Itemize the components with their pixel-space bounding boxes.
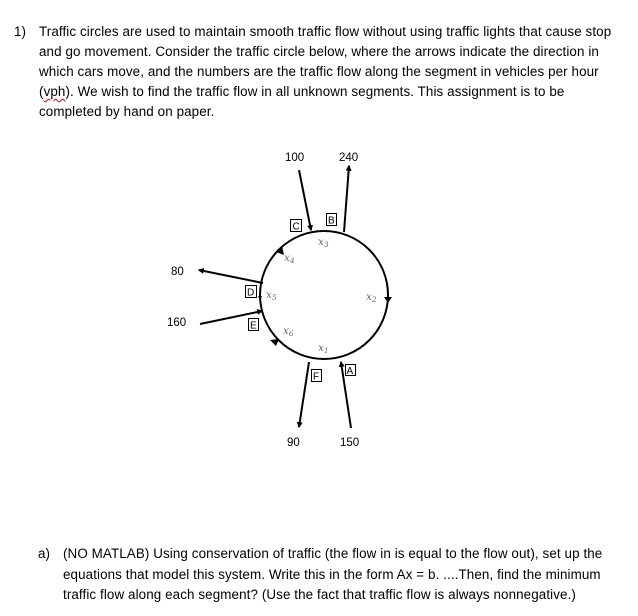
node-d-arrow	[258, 296, 262, 300]
circle-arrow-x6	[270, 339, 279, 346]
var-x3: x3	[318, 236, 329, 249]
flow-top-out: 240	[339, 152, 359, 164]
problem-text-end: ). We wish to find the traffic flow in all unknown segments. This assignment is to be completed by hand on paper.	[39, 84, 565, 119]
flow-top-in: 100	[285, 152, 305, 164]
road-top-out	[344, 166, 349, 232]
vph-abbreviation: vph	[43, 84, 66, 99]
node-b: B	[328, 215, 335, 227]
node-e: E	[250, 320, 257, 332]
part-a-text: (NO MATLAB) Using conservation of traffic (the flow in is equal to the flow out), set up the equations that model this system. Write this in the form Ax = b. ....Then, find the minimum traffic flow along each segment? (Use the fact that traffic flow is always nonnegative.)	[63, 546, 603, 602]
road-left-out	[199, 270, 263, 283]
var-x5: x5	[266, 289, 277, 302]
var-x6: x6	[283, 325, 294, 338]
var-x4: x4	[284, 252, 295, 265]
flow-left-in: 160	[167, 317, 187, 329]
flow-bottom-in: 150	[340, 437, 360, 449]
part-a-letter: a)	[38, 546, 51, 561]
node-c: C	[292, 221, 300, 233]
node-f: F	[313, 371, 320, 383]
flow-bottom-out: 90	[287, 437, 300, 449]
problem-text-start: Traffic circles are used to maintain smooth traffic flow without using traffic lights that cause stop and go movement. Consider the traffic circle below, where the arrows indicate the direction in which cars move, and the numbers are the traffic flow along the segment in vehicles per hour (	[39, 24, 612, 99]
node-d: D	[247, 287, 255, 299]
var-x2: x2	[366, 291, 377, 304]
circle-arrow-x2	[384, 297, 392, 303]
node-a: A	[346, 366, 354, 377]
var-x1: x1	[318, 342, 329, 355]
flow-left-out: 80	[171, 266, 184, 278]
road-bottom-out	[299, 362, 309, 427]
problem-number: 1)	[14, 24, 27, 39]
